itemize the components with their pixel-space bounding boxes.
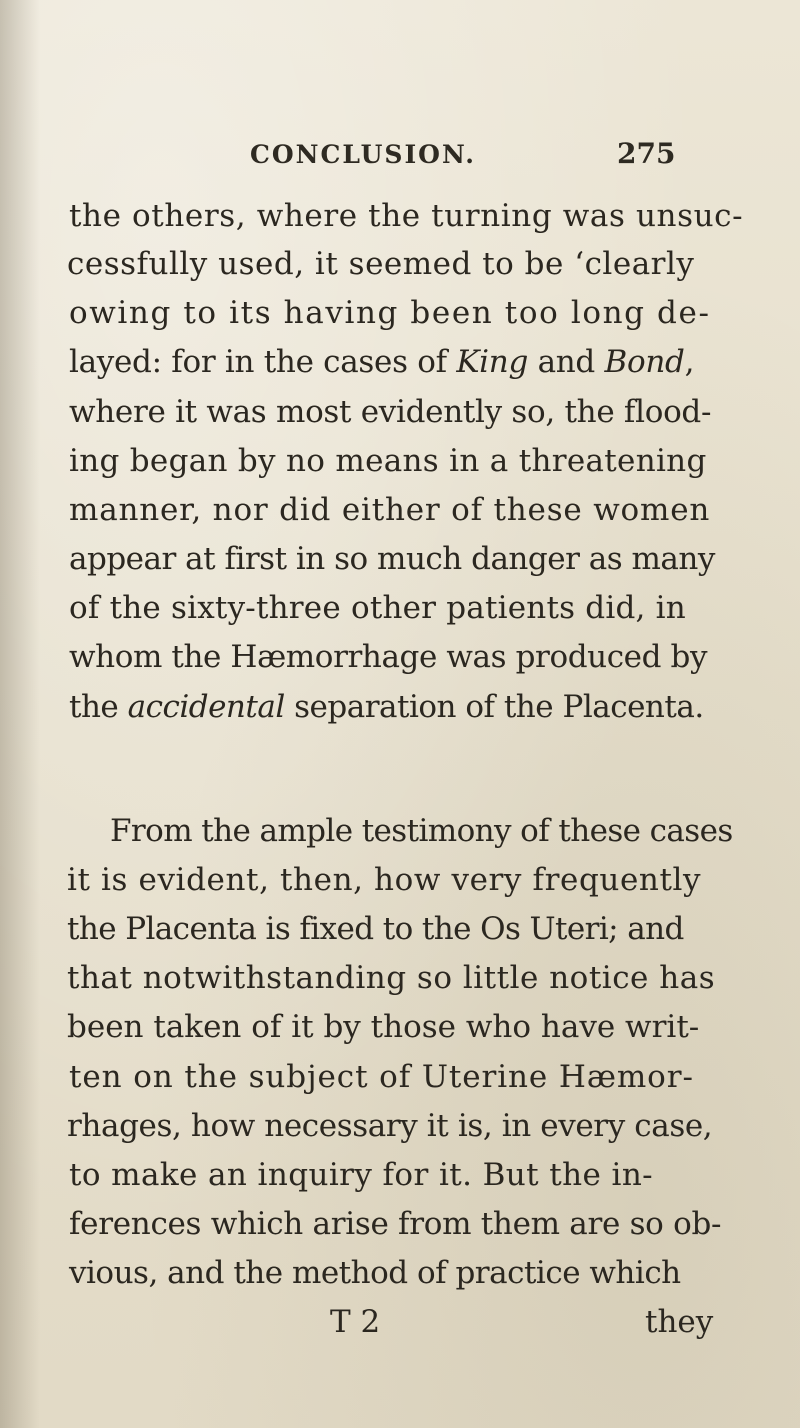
text-line: manner, nor did either of these women — [69, 492, 711, 528]
page-number: 275 — [617, 137, 676, 170]
text-line: the accidental separation of the Placenta. — [69, 689, 704, 725]
text-line: where it was most evidently so, the flood- — [69, 394, 712, 430]
text-line: appear at first in so much danger as many — [69, 541, 715, 577]
text-line: ing began by no means in a threatening — [69, 443, 707, 479]
running-title: CONCLUSION. — [250, 140, 476, 169]
text-line: the Placenta is fixed to the Os Uteri; and — [67, 911, 684, 947]
text-line: rhages, how necessary it is, in every case, — [67, 1108, 713, 1144]
text-line: been taken of it by those who have writ- — [67, 1009, 700, 1045]
signature-mark: T 2 — [330, 1304, 381, 1340]
text-line: to make an inquiry for it. But the in- — [69, 1157, 654, 1193]
text-line: the others, where the turning was unsuc- — [69, 198, 744, 234]
text-line: of the sixty-three other patients did, in — [69, 590, 686, 626]
text-line: layed: for in the cases of King and Bond, — [69, 344, 695, 380]
text-line: From the ample testimony of these cases — [110, 813, 733, 849]
text-line: it is evident, then, how very frequently — [67, 862, 702, 898]
text-line: owing to its having been too long de- — [69, 295, 711, 331]
text-line: ferences which arise from them are so ob- — [69, 1206, 722, 1242]
text-line: whom the Hæmorrhage was produced by — [69, 639, 708, 675]
text-line: vious, and the method of practice which — [69, 1255, 681, 1291]
text-line: cessfully used, it seemed to be ‘clearly — [67, 246, 695, 282]
catchword: they — [645, 1304, 714, 1340]
text-line: ten on the subject of Uterine Hæmor- — [69, 1059, 694, 1095]
text-line: that notwithstanding so little notice has — [67, 960, 716, 996]
